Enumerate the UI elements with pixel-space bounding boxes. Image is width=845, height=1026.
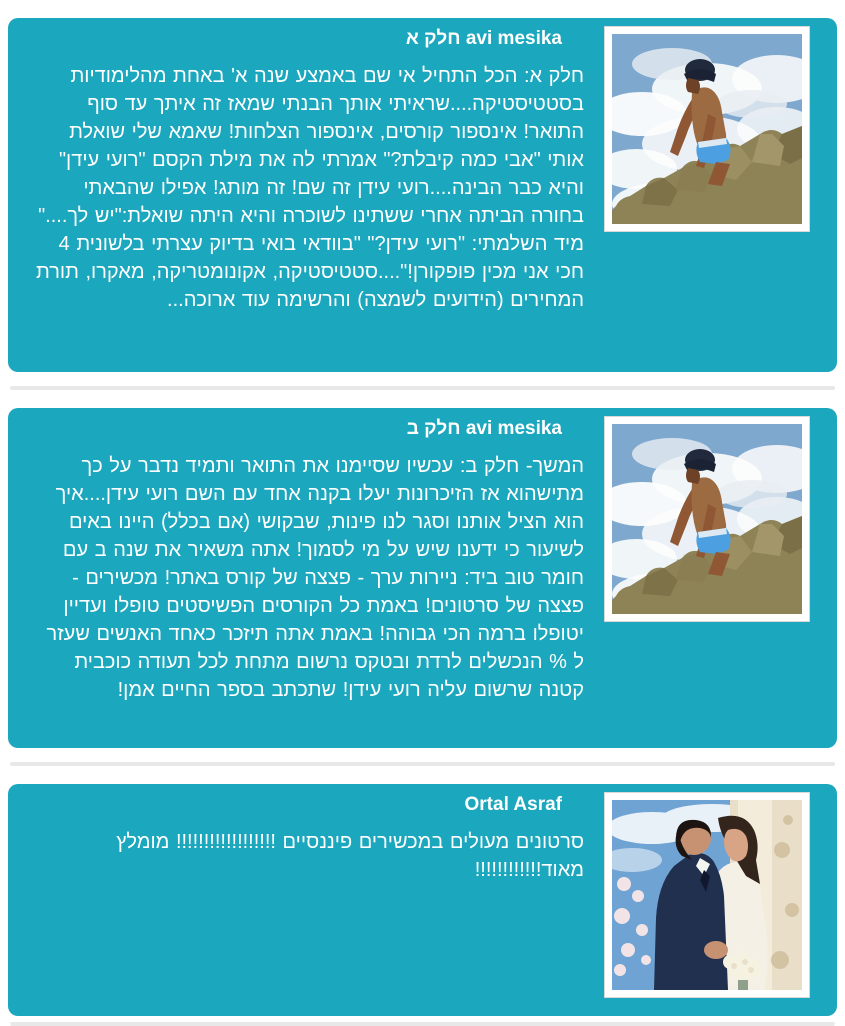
testimonial-card-3 (8, 784, 837, 1016)
reviewer-name: avi mesika חלק ב (406, 418, 562, 439)
photo-column (604, 22, 810, 364)
review-photo-frame (604, 792, 810, 998)
card-separator (10, 386, 835, 390)
review-content (33, 22, 584, 364)
card-separator (10, 1022, 835, 1026)
card-separator (10, 762, 835, 766)
reviewer-name: Ortal Asraf (464, 794, 562, 815)
photo-column (604, 412, 810, 740)
man-on-rocks-photo (612, 424, 802, 614)
testimonial-card-1 (8, 18, 837, 372)
photo-column (604, 788, 810, 1008)
testimonial-card-2 (8, 408, 837, 748)
review-photo-frame (604, 416, 810, 622)
review-text: המשך- חלק ב: עכשיו שסיימנו את התואר ותמיד נדבר על כך מתישהוא אז הזיכרונות יעלו בקנה אחד עם השם רועי עידן....איך הוא הציל אותנו וסגר לנו פינות, שבקושי (אם בכלל) היינו באים לשיעור כי ידענו שיש על מי לסמוך! אתה משאיר את שנה ב עם חומר טוב ביד: ניירות ערך - פצצה של קורס באתר! מכשירים - פצצה של סרטונים! באמת כל הקורסים הפשיסטים טופלו ועדיין יטופלו ברמה הכי גבוהה! באמת אתה תיזכר כאחד האנשים שעזר ל % הנכשלים לרדת ובטקס נרשום מתחת לכל תעודה כוכבית קטנה שרשום עליה רועי עידן! שתכתב בספר החיים אמן! (46, 455, 584, 701)
review-text: סרטונים מעולים במכשירים פיננסיים !!!!!!!!!!!!!!!!!! מומלץ מאוד!!!!!!!!!!!! (116, 831, 584, 881)
man-on-rocks-photo (612, 34, 802, 224)
review-text: חלק א: הכל התחיל אי שם באמצע שנה א' באחת מהלימודיות בסטטיסטיקה....שראיתי אותך הבנתי שמאז זה איתך עד סוף התואר! אינספור קורסים, אינספור הצלחות! שאמא שלי שואלת אותי "אבי כמה קיבלת?" אמרתי לה את מילת הקסם "רועי עידן" והיא כבר הבינה....רועי עידן זה שם! זה מותג! אפילו שהבאתי בחורה הביתה אחרי ששתינו לשוכרה והיא היתה שואלת:"יש לך...." מיד השלמתי: "רועי עידן?" "בוודאי בואי בדיוק עצרתי בלשונית 4 חכי אני מכין פופקורן!"....סטטיסטיקה, אקונומטריקה, מאקרו, תורת המחירים (הידועים לשמצה) והרשימה עוד ארוכה... (35, 65, 584, 311)
wedding-couple-photo (612, 800, 802, 990)
review-photo-frame (604, 26, 810, 232)
review-content (33, 412, 584, 740)
reviewer-name: avi mesika חלק א (405, 28, 562, 49)
review-content (33, 788, 584, 1008)
